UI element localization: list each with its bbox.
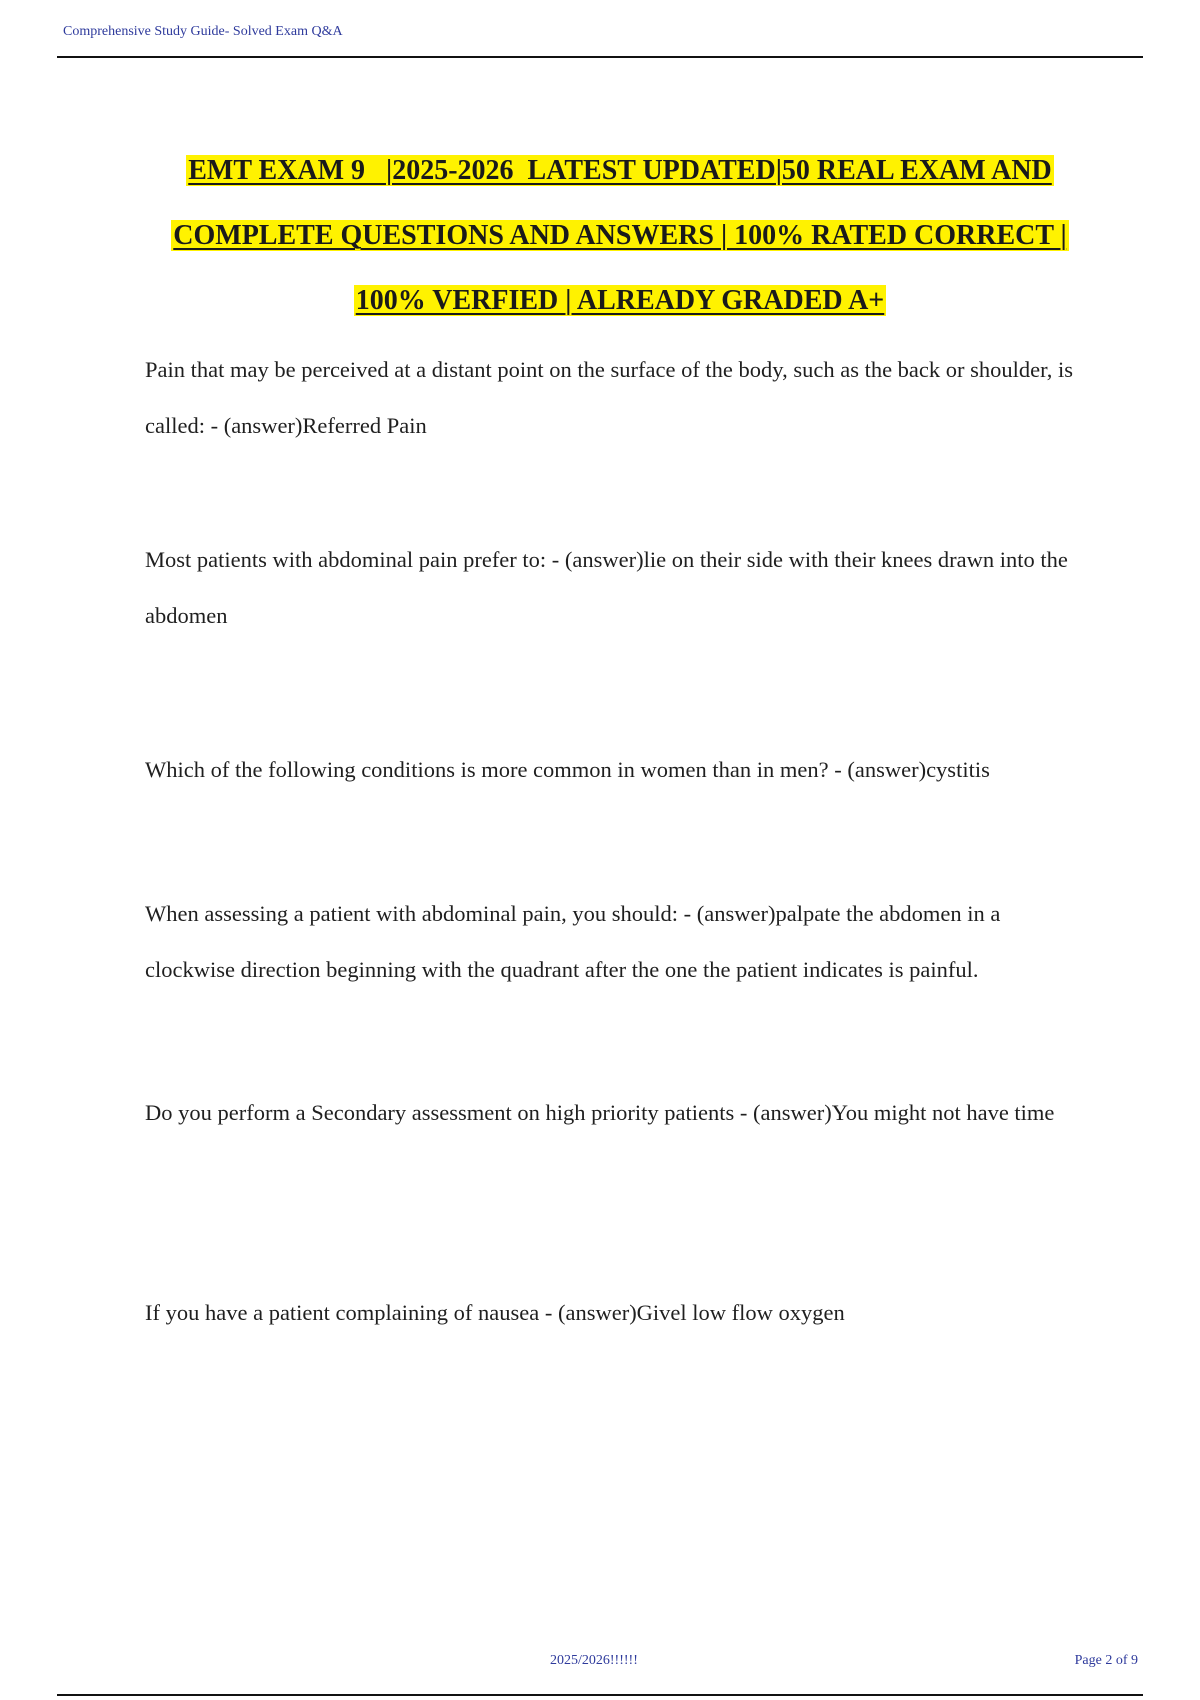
header-divider <box>57 56 1143 58</box>
footer-year: 2025/2026!!!!!! <box>550 1653 638 1668</box>
document-title <box>130 138 1110 333</box>
page-number: Page 2 of 9 <box>1074 1653 1138 1668</box>
qa-item: When assessing a patient with abdominal pain, you should: - (answer)palpate the abdomen in a clockwise direction beginning with the quadrant after the one the patient indicates is painful. <box>145 901 1001 982</box>
qa-item: Most patients with abdominal pain prefer to: - (answer)lie on their side with their knees drawn into the abdomen <box>145 547 1068 628</box>
qa-item: Which of the following conditions is more common in women than in men? - (answer)cystitis <box>145 757 990 782</box>
title-line-2: COMPLETE QUESTIONS AND ANSWERS | 100% RATED CORRECT | <box>173 220 1067 251</box>
qa-item: Do you perform a Secondary assessment on high priority patients - (answer)You might not have time <box>145 1100 1055 1125</box>
running-header: Comprehensive Study Guide- Solved Exam Q&A <box>63 24 343 39</box>
qa-item: If you have a patient complaining of nausea - (answer)Givel low flow oxygen <box>145 1300 845 1325</box>
title-line-1: EMT EXAM 9 |2025-2026 LATEST UPDATED|50 REAL EXAM AND <box>188 155 1052 186</box>
footer-divider <box>57 1694 1143 1696</box>
qa-item: Pain that may be perceived at a distant point on the surface of the body, such as the back or shoulder, is called: - (answer)Referred Pain <box>145 357 1073 438</box>
title-line-3: 100% VERFIED | ALREADY GRADED A+ <box>355 285 885 316</box>
